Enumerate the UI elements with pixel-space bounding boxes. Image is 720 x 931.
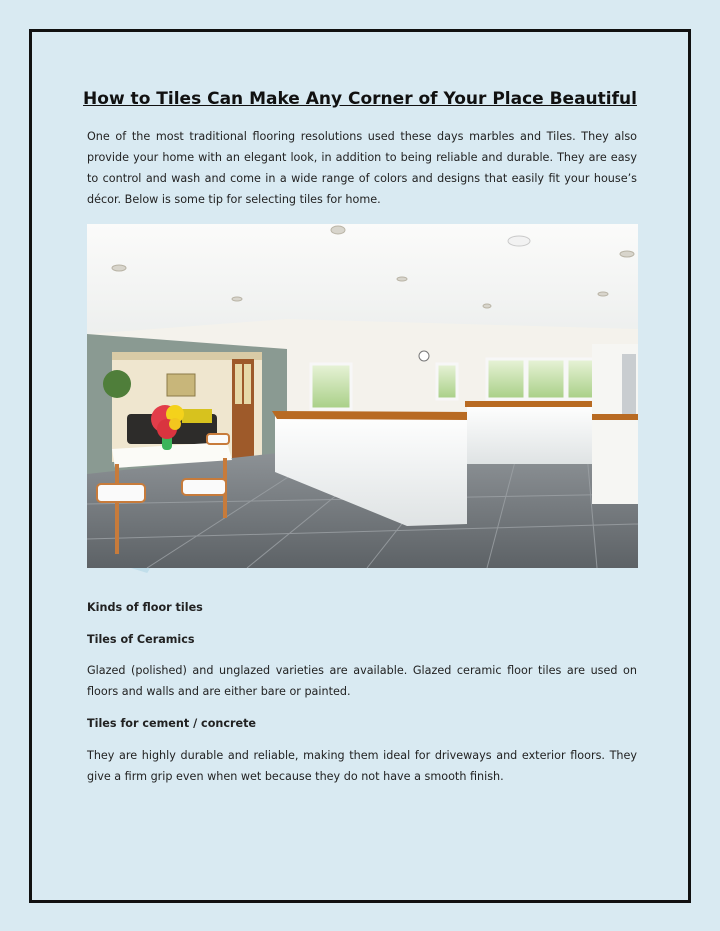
heading-tiles-of-ceramics: Tiles of Ceramics <box>87 633 195 646</box>
paragraph-cement: They are highly durable and reliable, making them ideal for driveways and exterior floors. They give a firm grip even when wet because they do not have a smooth finish. <box>87 749 637 783</box>
page-frame <box>29 29 691 903</box>
kitchen-photo <box>87 224 638 568</box>
heading-tiles-for-cement: Tiles for cement / concrete <box>87 717 257 730</box>
paragraph-ceramics: Glazed (polished) and unglazed varieties are available. Glazed ceramic floor tiles are used on floors and walls and are either bare or painted. <box>87 664 637 698</box>
document-title: How to Tiles Can Make Any Corner of Your Place Beautiful <box>83 89 637 109</box>
heading-kinds-of-floor-tiles: Kinds of floor tiles <box>87 601 203 614</box>
intro-paragraph: One of the most traditional flooring resolutions used these days marbles and Tiles. They also provide your home with an elegant look, in addition to being reliable and durable. They are easy to control and wash and come in a wide range of colors and designs that easily fit your house’s décor. Below is some tip for selecting tiles for home. <box>87 130 637 206</box>
